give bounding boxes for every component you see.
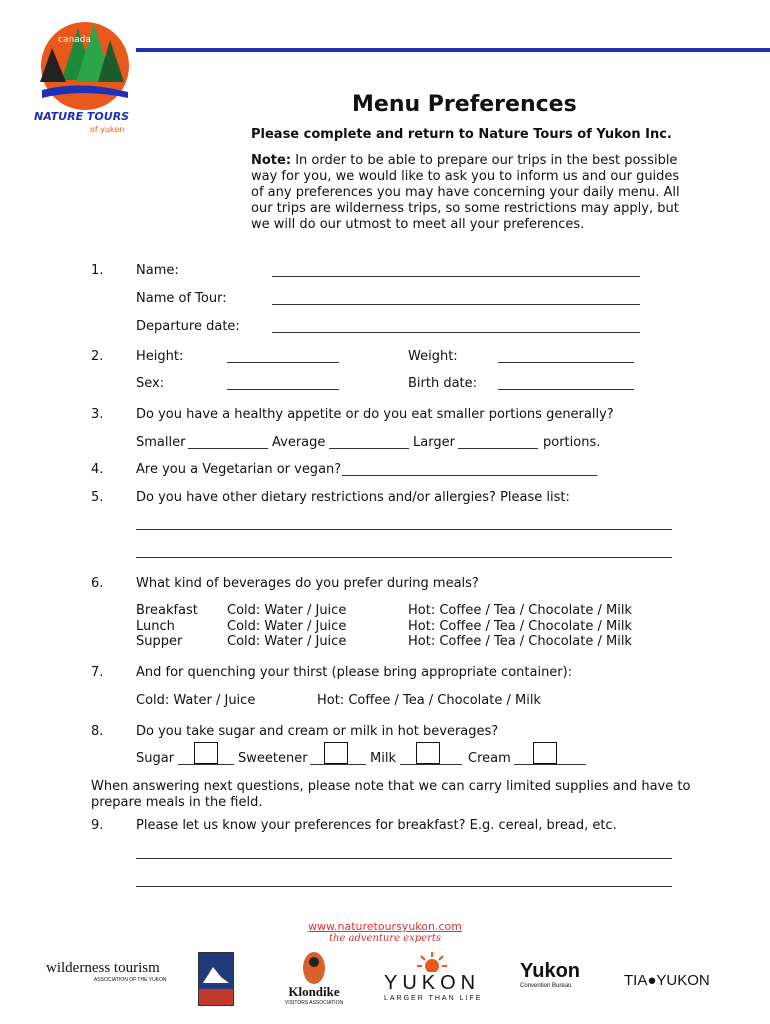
sweetener-label: Sweetener: [238, 751, 308, 766]
q7-question: And for quenching your thirst (please bring appropriate container):: [136, 665, 573, 680]
sugar-line: [178, 764, 234, 765]
note-paragraph: [251, 153, 681, 233]
thirst-hot[interactable]: Hot: Coffee / Tea / Chocolate / Milk: [317, 693, 541, 708]
q5-number: 5.: [91, 490, 104, 505]
smaller-label: Smaller: [136, 435, 186, 450]
cold-supper[interactable]: Cold: Water / Juice: [227, 634, 347, 649]
q8-question: Do you take sugar and cream or milk in hot beverages?: [136, 724, 499, 739]
wilderness-title: wilderness tourism: [46, 960, 160, 976]
meal-supper: Supper: [136, 634, 183, 649]
website-link[interactable]: www.naturetoursyukon.com: [308, 920, 462, 933]
height-label: Height:: [136, 349, 184, 364]
tour-field[interactable]: [272, 304, 640, 305]
sweetener-checkbox[interactable]: [324, 742, 348, 764]
restrictions-line-2[interactable]: [136, 557, 672, 558]
birth-field[interactable]: [498, 389, 634, 390]
subtitle: Please complete and return to Nature Tours of Yukon Inc.: [251, 127, 672, 142]
sugar-checkbox[interactable]: [194, 742, 218, 764]
wilderness-sub: ASSOCIATION OF THE YUKON: [94, 977, 167, 983]
convention-title: Yukon: [520, 960, 581, 982]
svg-text:of yukon: of yukon: [90, 125, 125, 134]
larger-label: Larger: [413, 435, 455, 450]
breakfast-line-1[interactable]: [136, 858, 672, 859]
cold-lunch[interactable]: Cold: Water / Juice: [227, 619, 347, 634]
convention-sub: Convention Bureau: [520, 983, 572, 989]
klondike-title: Klondike: [288, 984, 340, 999]
q9-question: Please let us know your preferences for breakfast? E.g. cereal, bread, etc.: [136, 818, 617, 833]
klondike-sub: VISITORS ASSOCIATION: [284, 1000, 344, 1006]
milk-checkbox[interactable]: [416, 742, 440, 764]
q3-question: Do you have a healthy appetite or do you eat smaller portions generally?: [136, 407, 614, 422]
hot-breakfast[interactable]: Hot: Coffee / Tea / Chocolate / Milk: [408, 603, 632, 618]
cream-line: [514, 764, 586, 765]
yukon-convention-logo: [520, 960, 590, 989]
hot-lunch[interactable]: Hot: Coffee / Tea / Chocolate / Milk: [408, 619, 632, 634]
yukon-sub: LARGER THAN LIFE: [384, 995, 483, 1002]
departure-field[interactable]: [272, 332, 640, 333]
header-rule: [136, 48, 770, 52]
tia-yukon-logo: TIA●YUKON: [624, 972, 710, 989]
adventure-association-logo: [198, 952, 234, 1006]
q4-number: 4.: [91, 462, 104, 477]
q7-number: 7.: [91, 665, 104, 680]
yukon-title: YUKON: [384, 972, 481, 994]
q3-number: 3.: [91, 407, 104, 422]
page-title: Menu Preferences: [352, 92, 577, 117]
q6-number: 6.: [91, 576, 104, 591]
q5-question: Do you have other dietary restrictions and/or allergies? Please list:: [136, 490, 570, 505]
prospector-icon: [299, 950, 329, 986]
wilderness-tourism-logo: [46, 960, 167, 983]
name-field[interactable]: [272, 276, 640, 277]
vegetarian-field[interactable]: [342, 475, 597, 476]
q9-number: 9.: [91, 818, 104, 833]
weight-label: Weight:: [408, 349, 458, 364]
average-field[interactable]: [329, 448, 409, 449]
restrictions-line-1[interactable]: [136, 529, 672, 530]
svg-text:canada: canada: [58, 35, 91, 45]
tour-label: Name of Tour:: [136, 291, 227, 306]
meal-lunch: Lunch: [136, 619, 175, 634]
svg-text:NATURE TOURS: NATURE TOURS: [34, 110, 130, 123]
meal-breakfast: Breakfast: [136, 603, 198, 618]
sex-field[interactable]: [227, 389, 339, 390]
departure-label: Departure date:: [136, 319, 240, 334]
sugar-label: Sugar: [136, 751, 175, 766]
sex-label: Sex:: [136, 376, 165, 391]
tagline: the adventure experts: [328, 933, 442, 944]
thirst-cold[interactable]: Cold: Water / Juice: [136, 693, 256, 708]
height-field[interactable]: [227, 362, 339, 363]
cream-label: Cream: [468, 751, 511, 766]
average-label: Average: [272, 435, 326, 450]
cold-breakfast[interactable]: Cold: Water / Juice: [227, 603, 347, 618]
q4-question: Are you a Vegetarian or vegan?: [136, 462, 342, 477]
note-text: In order to be able to prepare our trips in the best possible way for you, we would like to ask you to inform us and our guides of any preferences you may have concerning your daily menu. All our trips are wilderness trips, so some restrictions may apply, but we will do our utmost to meet all your preferences.: [251, 153, 680, 232]
smaller-field[interactable]: [188, 448, 268, 449]
sun-icon: [417, 952, 447, 972]
milk-label: Milk: [370, 751, 396, 766]
sweetener-line: [310, 764, 366, 765]
intro-block: [251, 127, 681, 233]
larger-field[interactable]: [458, 448, 538, 449]
q2-number: 2.: [91, 349, 104, 364]
milk-line: [400, 764, 462, 765]
q8-number: 8.: [91, 724, 104, 739]
mountain-icon: [199, 953, 233, 1005]
birth-label: Birth date:: [408, 376, 478, 391]
q1-number: 1.: [91, 263, 104, 278]
note-label: Note:: [251, 153, 292, 168]
breakfast-line-2[interactable]: [136, 886, 672, 887]
nature-tours-logo: [32, 20, 138, 136]
cream-checkbox[interactable]: [533, 742, 557, 764]
q6-question: What kind of beverages do you prefer during meals?: [136, 576, 479, 591]
yukon-larger-than-life-logo: [384, 952, 483, 1002]
name-label: Name:: [136, 263, 179, 278]
weight-field[interactable]: [498, 362, 634, 363]
hot-supper[interactable]: Hot: Coffee / Tea / Chocolate / Milk: [408, 634, 632, 649]
portions-label: portions.: [543, 435, 601, 450]
klondike-logo: [282, 950, 346, 1006]
limited-supplies-note: When answering next questions, please note that we can carry limited supplies and have to prepare meals in the field.: [91, 779, 691, 810]
